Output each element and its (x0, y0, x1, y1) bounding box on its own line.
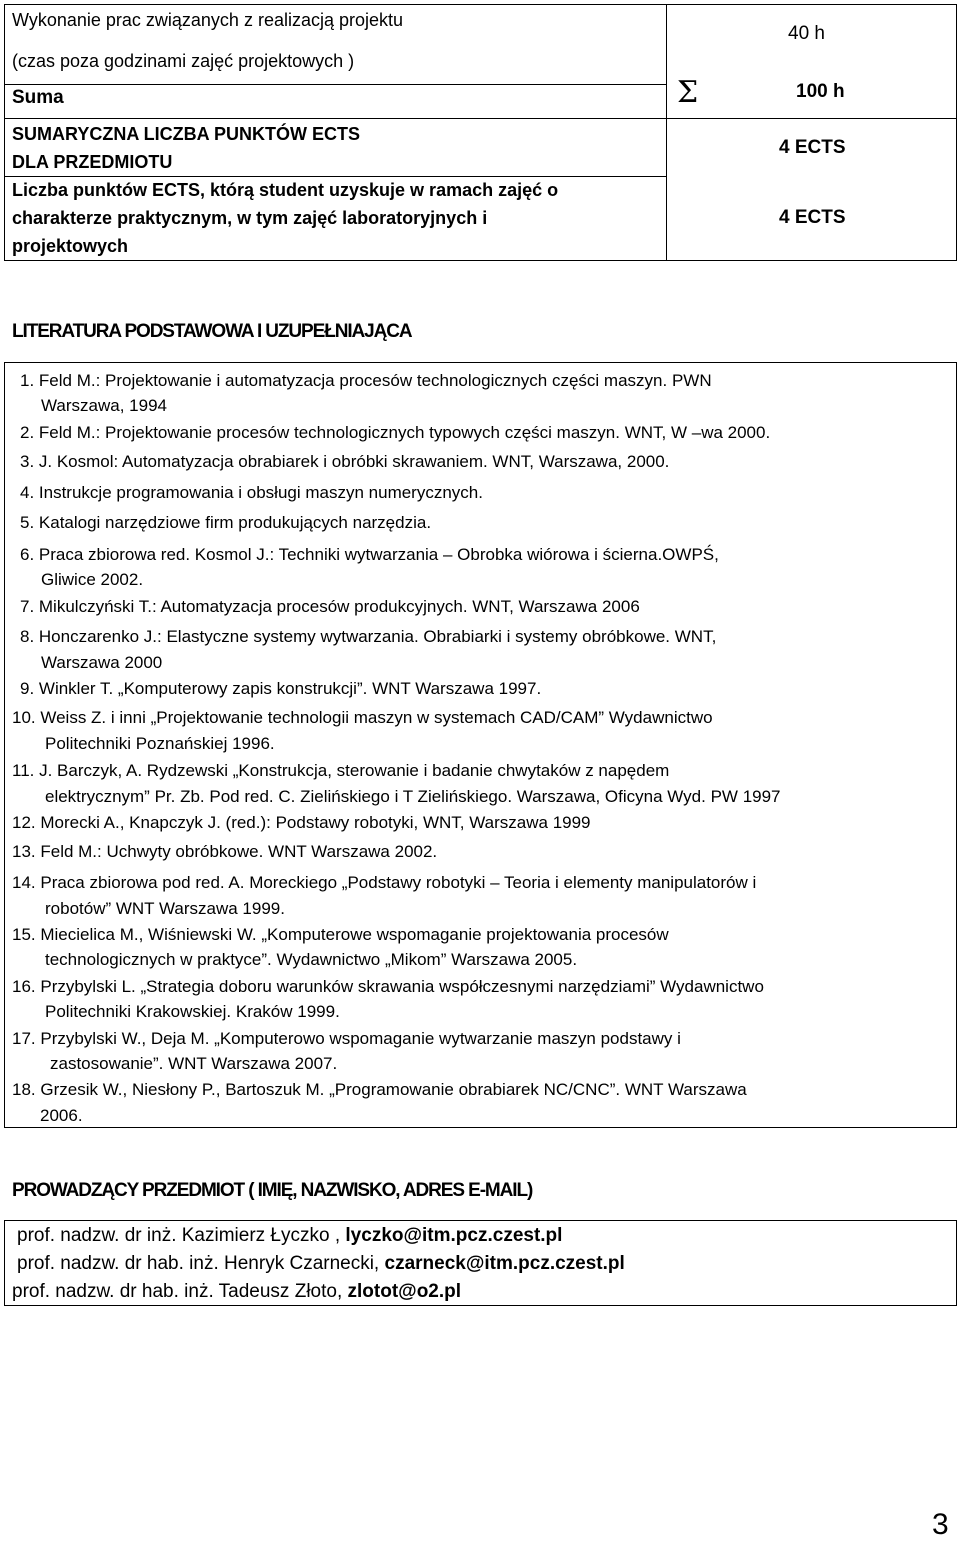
literature-ref-9-line1: 9. Winkler T. „Komputerowy zapis konstrukcji”. WNT Warszawa 1997. (20, 679, 542, 698)
ects-practical-value: 4 ECTS (779, 207, 846, 228)
literature-ref-1-line2: Warszawa, 1994 (41, 396, 167, 415)
literature-ref-3-line1: 3. J. Kosmol: Automatyzacja obrabiarek i obróbki skrawaniem. WNT, Warszawa, 2000. (20, 452, 670, 471)
literature-heading: LITERATURA PODSTAWOWA I UZUPEŁNIAJĄCA (12, 321, 412, 342)
ects-total-value: 4 ECTS (779, 137, 846, 158)
project-work-label-line2: (czas poza godzinami zajęć projektowych ) (12, 51, 355, 71)
literature-ref-8-line1: 8. Honczarenko J.: Elastyczne systemy wytwarzania. Obrabiarki i systemy obróbkowe. WNT, (20, 627, 717, 646)
literature-ref-10-line2: Politechniki Poznańskiej 1996. (45, 734, 275, 753)
literature-ref-7-line1: 7. Mikulczyński T.: Automatyzacja procesów produkcyjnych. WNT, Warszawa 2006 (20, 597, 640, 616)
hours-table-row-divider-3 (4, 176, 667, 177)
literature-ref-15-line2: technologicznych w praktyce”. Wydawnictwo „Mikom” Warszawa 2005. (45, 950, 578, 969)
literature-ref-12-line1: 12. Morecki A., Knapczyk J. (red.): Podstawy robotyki, WNT, Warszawa 1999 (12, 813, 591, 832)
literature-ref-6-line1: 6. Praca zbiorowa red. Kosmol J.: Techniki wytwarzania – Obrobka wiórowa i ścierna.OWPŚ, (20, 545, 719, 564)
ects-total-label-line2: DLA PRZEDMIOTU (12, 152, 173, 172)
lecturer-3-name: prof. nadzw. dr hab. inż. Tadeusz Złoto, (12, 1281, 348, 1302)
literature-ref-6-line2: Gliwice 2002. (41, 570, 144, 589)
lecturer-2-email: czarneck@itm.pcz.czest.pl (384, 1253, 625, 1274)
lecturer-1-email: lyczko@itm.pcz.czest.pl (345, 1225, 563, 1246)
literature-ref-5-line1: 5. Katalogi narzędziowe firm produkujących narzędzia. (20, 513, 432, 532)
literature-ref-4-line1: 4. Instrukcje programowania i obsługi maszyn numerycznych. (20, 483, 483, 502)
literature-ref-8-line2: Warszawa 2000 (41, 653, 163, 672)
literature-ref-15-line1: 15. Miecielica M., Wiśniewski W. „Komputerowe wspomaganie projektowania procesów (12, 925, 669, 944)
literature-ref-14-line1: 14. Praca zbiorowa pod red. A. Moreckiego „Podstawy robotyki – Teoria i elementy manipulatorów i (12, 873, 757, 892)
hours-table-col-divider (666, 4, 667, 261)
lecturer-1 (17, 1226, 562, 1245)
literature-ref-10-line1: 10. Weiss Z. i inni „Projektowanie technologii maszyn w systemach CAD/CAM” Wydawnictwo (12, 708, 713, 727)
literature-ref-16-line1: 16. Przybylski L. „Strategia doboru warunków skrawania współczesnymi narzędziami” Wydawnictwo (12, 977, 764, 996)
lecturer-2 (17, 1254, 625, 1273)
literature-ref-17-line2: zastosowanie”. WNT Warszawa 2007. (50, 1054, 338, 1073)
literature-ref-16-line2: Politechniki Krakowskiej. Kraków 1999. (45, 1002, 340, 1021)
lecturers-heading: PROWADZĄCY PRZEDMIOT ( IMIĘ, NAZWISKO, ADRES E-MAIL) (12, 1180, 533, 1201)
lecturer-1-name: prof. nadzw. dr inż. Kazimierz Łyczko , (17, 1225, 346, 1246)
sum-label: Suma (12, 87, 64, 108)
literature-ref-11-line2: elektrycznym” Pr. Zb. Pod red. C. Zielińskiego i T Zielińskiego. Warszawa, Oficyna Wyd. PW 1997 (45, 787, 781, 806)
ects-practical-label-line1: Liczba punktów ECTS, którą student uzyskuje w ramach zajęć o (12, 180, 559, 200)
project-work-label-line1: Wykonanie prac związanych z realizacją projektu (12, 10, 404, 30)
ects-total-label-line1: SUMARYCZNA LICZBA PUNKTÓW ECTS (12, 124, 360, 144)
hours-table-row-divider-1 (4, 84, 667, 85)
literature-ref-18-line2: 2006. (40, 1106, 83, 1125)
literature-ref-13-line1: 13. Feld M.: Uchwyty obróbkowe. WNT Warszawa 2002. (12, 842, 438, 861)
lecturer-3 (12, 1282, 461, 1301)
page-number: 3 (932, 1508, 949, 1541)
lecturer-3-email: zlotot@o2.pl (347, 1281, 462, 1302)
lecturer-2-name: prof. nadzw. dr hab. inż. Henryk Czarnecki, (17, 1253, 385, 1274)
project-work-hours-value: 40 h (788, 23, 825, 44)
literature-ref-1-line1: 1. Feld M.: Projektowanie i automatyzacja procesów technologicznych części maszyn. PWN (20, 371, 712, 390)
literature-ref-11-line1: 11. J. Barczyk, A. Rydzewski „Konstrukcja, sterowanie i badanie chwytaków z napędem (12, 761, 670, 780)
literature-ref-14-line2: robotów” WNT Warszawa 1999. (45, 899, 285, 918)
ects-practical-label-line2: charakterze praktycznym, w tym zajęć laboratoryjnych i (12, 208, 488, 228)
literature-ref-17-line1: 17. Przybylski W., Deja M. „Komputerowo wspomaganie wytwarzanie maszyn podstawy i (12, 1029, 681, 1048)
literature-ref-18-line1: 18. Grzesik W., Niesłony P., Bartoszuk M. „Programowanie obrabiarek NC/CNC”. WNT Warszawa (12, 1080, 747, 1099)
sum-hours-value: 100 h (796, 81, 845, 102)
sum-symbol: Σ (677, 75, 699, 110)
ects-practical-label-line3: projektowych (12, 236, 129, 256)
hours-table-row-divider-2 (4, 118, 957, 119)
literature-ref-2-line1: 2. Feld M.: Projektowanie procesów technologicznych typowych części maszyn. WNT, W –wa 2000. (20, 423, 771, 442)
